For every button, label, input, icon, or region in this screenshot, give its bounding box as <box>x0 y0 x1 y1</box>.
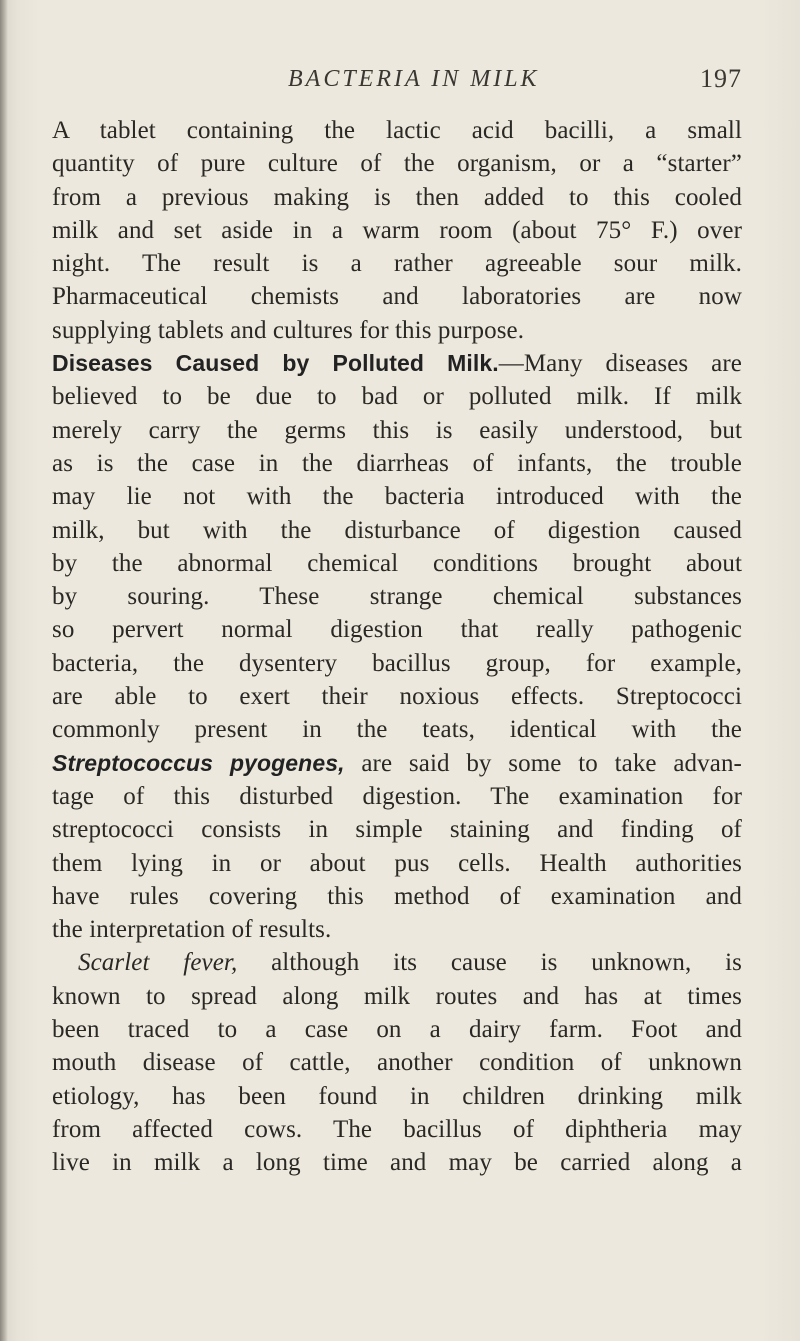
text-line: A tablet containing the lactic acid bacilli, a small <box>52 117 742 144</box>
text-line: by souring. These strange chemical substances <box>52 583 742 611</box>
paragraph-tablet-culture <box>52 114 742 347</box>
italic-term: Scarlet fever, <box>78 949 238 977</box>
text-line: milk and set aside in a warm room (about 75° F.) over <box>52 216 742 244</box>
running-title: BACTERIA IN MILK <box>288 66 540 92</box>
text-line: night. The result is a rather agreeable sour milk. <box>52 250 742 278</box>
text-line: known to spread along milk routes and has at times <box>52 982 742 1010</box>
text-line: may lie not with the bacteria introduced with the <box>52 483 742 511</box>
text-line: as is the case in the diarrheas of infants, the trouble <box>52 449 742 477</box>
text-line: quantity of pure culture of the organism, or a “starter” <box>52 150 742 178</box>
text-line: by the abnormal chemical conditions brought about <box>52 549 742 577</box>
text-line: bacteria, the dysentery bacillus group, for example, <box>52 649 742 677</box>
paragraph-scarlet-fever <box>52 946 742 1179</box>
text-line: from affected cows. The bacillus of diphtheria may <box>52 1115 742 1143</box>
text-line: mouth disease of cattle, another condition of unknown <box>52 1049 742 1077</box>
text-line <box>52 747 742 780</box>
section-heading: Diseases Caused by Polluted Milk. <box>52 350 499 377</box>
text-line: been traced to a case on a dairy farm. Foot and <box>52 1016 742 1044</box>
text-line: live in milk a long time and may be carried along a <box>52 1149 742 1177</box>
text-line: from a previous making is then added to this cooled <box>52 183 742 211</box>
species-name: Streptococcus pyogenes, <box>52 749 345 776</box>
text-line: are able to exert their noxious effects. Streptococci <box>52 683 742 711</box>
text-line: Pharmaceutical chemists and laboratories are now <box>52 283 742 311</box>
text-line: merely carry the germs this is easily understood, but <box>52 416 742 444</box>
text-line: etiology, has been found in children drinking milk <box>52 1082 742 1110</box>
page-binding-edge <box>0 0 8 1341</box>
text-line: supplying tablets and cultures for this purpose. <box>52 316 525 344</box>
text-run: although its cause is unknown, is <box>237 949 742 977</box>
text-run: are said by some to take advan- <box>344 749 742 777</box>
text-line <box>52 347 742 380</box>
text-line <box>52 946 742 979</box>
text-line: believed to be due to bad or polluted milk. If milk <box>52 383 742 411</box>
text-line: them lying in or about pus cells. Health authorities <box>52 849 742 877</box>
page-number: 197 <box>700 64 742 93</box>
text-run: —Many diseases are <box>498 350 742 378</box>
text-line: commonly present in the teats, identical with the <box>52 716 742 744</box>
text-line: streptococci consists in simple staining and finding of <box>52 816 742 844</box>
text-line: the interpretation of results. <box>52 916 332 944</box>
text-line: milk, but with the disturbance of digestion caused <box>52 516 742 544</box>
paragraph-diseases <box>52 347 742 946</box>
body-text <box>52 114 742 1180</box>
text-line: so pervert normal digestion that really pathogenic <box>52 616 742 644</box>
text-line: tage of this disturbed digestion. The examination for <box>52 782 742 810</box>
text-line: have rules covering this method of examination and <box>52 882 742 910</box>
